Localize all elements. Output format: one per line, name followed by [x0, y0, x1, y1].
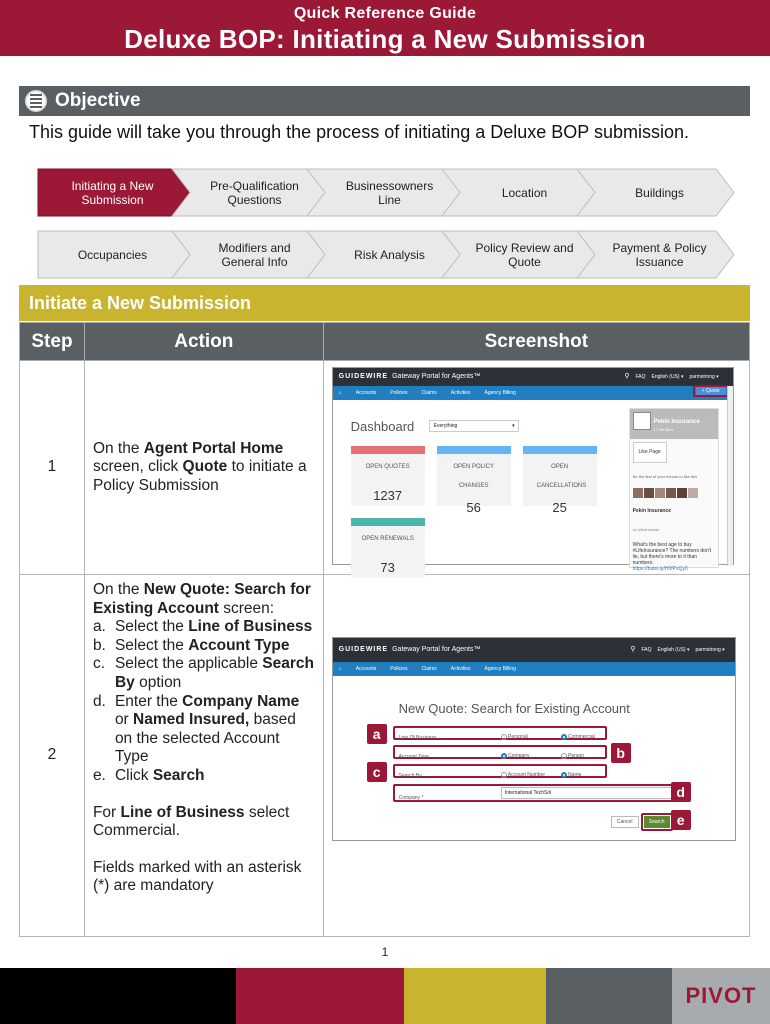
- lob-personal-radio[interactable]: [501, 728, 528, 747]
- brand-logo: GUIDEWIRE: [338, 645, 389, 653]
- tile-value: 73: [380, 559, 395, 575]
- action-emphasis: Agent Portal Home: [143, 439, 284, 457]
- company-input-value: International TechSol: [504, 790, 552, 796]
- list-marker: e.: [92, 766, 111, 784]
- social-likes: 17.5K likes: [653, 427, 674, 432]
- nav-agency-billing[interactable]: Agency Billing: [484, 665, 516, 672]
- list-text: Click: [114, 766, 153, 784]
- process-step-label: Modifiers and General Info: [218, 240, 291, 269]
- tile-value: 1237: [373, 487, 403, 503]
- list-item: [93, 655, 315, 692]
- process-step-label: Payment & Policy Issuance: [612, 240, 707, 269]
- process-step-label: Pre-Qualification Questions: [210, 178, 299, 207]
- list-text: Select the: [114, 618, 189, 636]
- nav-claims[interactable]: Claims: [421, 665, 437, 672]
- list-item: [93, 618, 315, 637]
- header-action: Action: [84, 323, 323, 361]
- brand-logo: GUIDEWIRE: [338, 372, 389, 380]
- step-number: 2: [20, 575, 85, 937]
- lob-note: [93, 804, 315, 841]
- callout-e: e: [671, 810, 691, 830]
- action-emphasis: New Quote: Search for Existing Account: [92, 581, 311, 617]
- list-marker: b.: [92, 636, 111, 654]
- list-emphasis: Named Insured,: [133, 711, 250, 729]
- nav-accounts[interactable]: Accounts: [355, 389, 377, 396]
- home-icon[interactable]: ⌂: [338, 389, 342, 396]
- search-name-radio[interactable]: [561, 766, 582, 785]
- chevron-down-icon: ▾: [512, 423, 515, 429]
- radio-label: Name: [568, 772, 582, 778]
- objective-text: This guide will take you through the process of initiating a Deluxe BOP submission.: [29, 122, 690, 142]
- nav-claims[interactable]: Claims: [421, 389, 437, 396]
- social-thumbs: [630, 488, 718, 498]
- list-icon: [25, 90, 47, 112]
- dashboard-title: Dashboard: [350, 419, 415, 434]
- header-subtitle: Quick Reference Guide: [293, 5, 477, 22]
- page-header: [0, 0, 770, 56]
- tile-label: OPEN RENEWALS: [361, 536, 414, 542]
- tile-label: OPEN QUOTES: [365, 464, 410, 470]
- cancel-button[interactable]: Cancel: [611, 816, 639, 828]
- new-quote-screenshot: [332, 637, 736, 841]
- search-by-label: Search By: [398, 773, 422, 779]
- list-emphasis: Company Name: [182, 692, 300, 710]
- footer-band-red: [236, 968, 404, 1024]
- tile-value: 25: [552, 500, 567, 516]
- process-step-businessowners-line: [307, 169, 464, 216]
- social-logo: [633, 412, 651, 430]
- nav-policies[interactable]: Policies: [390, 665, 408, 672]
- step-action: [84, 361, 323, 575]
- lob-commercial-radio[interactable]: [561, 728, 595, 747]
- footer-band-gray: [546, 968, 672, 1024]
- action-intro: [93, 581, 315, 618]
- tile-open-policy-changes[interactable]: [437, 446, 511, 516]
- header-title: Deluxe BOP: Initiating a New Submission: [124, 24, 646, 54]
- page-number: 1: [381, 945, 389, 959]
- list-text: based on the selected Account Type: [114, 711, 296, 766]
- new-quote-heading: New Quote: Search for Existing Account: [398, 701, 630, 716]
- callout-b: b: [611, 743, 631, 763]
- step-screenshot: [323, 361, 749, 575]
- language-select[interactable]: English (US) ▾: [651, 373, 684, 380]
- note-text: For: [92, 803, 121, 821]
- step-action: [84, 575, 323, 937]
- nav-accounts[interactable]: Accounts: [355, 665, 377, 672]
- tile-open-quotes[interactable]: [351, 446, 425, 506]
- process-step-policy-review-and-quote: [442, 231, 599, 278]
- social-name: Pekin Insurance: [653, 419, 700, 425]
- radio-label: Company: [508, 753, 530, 759]
- user-menu[interactable]: parmstrong ▾: [689, 373, 719, 380]
- page-footer: [0, 968, 770, 1024]
- nav-activities[interactable]: Activities: [450, 665, 471, 672]
- callout-a: a: [367, 724, 387, 744]
- list-text: or: [114, 711, 134, 729]
- nav-activities[interactable]: Activities: [450, 389, 471, 396]
- process-step-location: [442, 169, 599, 216]
- footer-band-black: [0, 968, 236, 1024]
- process-step-label: Occupancies: [77, 247, 148, 262]
- post-text: What's the best age to buy #LifeInsurance? The numbers don't lie, but there's more to it than numbers.: [632, 542, 712, 567]
- list-text: Select the applicable: [114, 655, 263, 673]
- account-company-radio[interactable]: [501, 747, 530, 766]
- filter-dropdown-value: Everything: [433, 423, 458, 429]
- quote-button[interactable]: + Quote: [696, 387, 726, 395]
- home-icon[interactable]: ⌂: [338, 665, 342, 672]
- action-text: to initiate a Policy Submission: [92, 458, 307, 494]
- list-item: [93, 767, 315, 786]
- filter-dropdown[interactable]: [429, 420, 519, 432]
- callout-d: d: [671, 782, 691, 802]
- header-step: Step: [20, 323, 85, 361]
- social-cover: [630, 409, 718, 439]
- company-label: Company *: [398, 795, 424, 801]
- list-emphasis: Search: [152, 766, 205, 784]
- language-select[interactable]: English (US) ▾: [657, 646, 690, 653]
- section-title: Initiate a New Submission: [19, 285, 750, 321]
- nav-agency-billing[interactable]: Agency Billing: [484, 389, 516, 396]
- faq-link[interactable]: FAQ: [635, 373, 646, 380]
- process-step-modifiers-and-general-info: [172, 231, 329, 278]
- process-step-payment-policy-issuance: [577, 231, 734, 278]
- steps-table: [19, 322, 750, 937]
- social-post: [630, 498, 718, 576]
- table-row: [20, 575, 750, 937]
- table-header-row: [20, 323, 750, 361]
- process-step-pre-qualification-questions: [172, 169, 329, 216]
- search-button[interactable]: Search: [644, 816, 670, 828]
- radio-label: Commercial: [568, 734, 595, 740]
- search-icon[interactable]: ⚲: [630, 645, 636, 653]
- post-link[interactable]: https://hubs.ly/H0fPsQy0: [632, 566, 688, 573]
- process-step-label: Location: [501, 185, 548, 200]
- note-emphasis: Line of Business: [120, 803, 245, 821]
- action-text: On the: [92, 581, 144, 598]
- action-text: On the: [92, 439, 144, 457]
- footer-band-gold: [404, 968, 546, 1024]
- portal-name: Gateway Portal for Agents™: [392, 372, 481, 380]
- callout-c: c: [367, 762, 387, 782]
- nav-policies[interactable]: Policies: [390, 389, 408, 396]
- note-text: select Commercial.: [92, 803, 290, 840]
- post-author: Pekin Insurance: [632, 508, 672, 515]
- list-item: [93, 693, 315, 767]
- action-emphasis: Quote: [182, 458, 228, 476]
- tile-open-renewals[interactable]: [351, 518, 425, 578]
- process-step-label: Initiating a New Submission: [71, 178, 154, 207]
- search-account-number-radio[interactable]: [501, 766, 545, 785]
- social-feed: [629, 408, 719, 573]
- step-screenshot: [323, 575, 749, 937]
- faq-link[interactable]: FAQ: [641, 646, 652, 653]
- portal-nav: [333, 386, 733, 400]
- objective-label: Objective: [55, 90, 141, 111]
- radio-label: Personal: [508, 734, 528, 740]
- list-emphasis: Account Type: [188, 636, 290, 654]
- action-text: screen:: [218, 599, 275, 617]
- process-step-risk-analysis: [307, 231, 464, 278]
- action-list: [93, 618, 315, 785]
- tile-open-cancellations[interactable]: [523, 446, 597, 516]
- list-text: option: [134, 673, 182, 691]
- search-icon[interactable]: ⚲: [624, 372, 630, 380]
- process-step-label: Risk Analysis: [354, 247, 425, 262]
- step-number: 1: [20, 361, 85, 575]
- lob-label: Line Of Business: [398, 735, 437, 741]
- portal-nav: [333, 662, 735, 676]
- account-type-label: Account Type: [398, 754, 429, 760]
- social-friends: Be the first of your friends to like this: [632, 473, 698, 479]
- objective-bar: [19, 86, 750, 116]
- tile-label: OPEN POLICY CHANGES: [453, 464, 494, 489]
- portal-name: Gateway Portal for Agents™: [392, 645, 481, 653]
- portal-home-screenshot: [332, 367, 734, 575]
- like-page-button[interactable]: Like Page: [633, 442, 667, 463]
- list-emphasis: Line of Business: [188, 618, 313, 636]
- account-person-radio[interactable]: [561, 747, 584, 766]
- list-text: Enter the: [114, 692, 183, 710]
- process-step-buildings: [577, 169, 734, 216]
- user-menu[interactable]: parmstrong ▾: [695, 646, 725, 653]
- list-marker: a.: [92, 618, 111, 636]
- process-step-label: Policy Review and Quote: [475, 240, 574, 269]
- radio-label: Person: [568, 753, 584, 759]
- header-screenshot: Screenshot: [323, 323, 749, 361]
- footer-band-logo: [672, 968, 770, 1024]
- post-time: on Wednesday: [632, 526, 660, 532]
- list-emphasis: Search By: [114, 655, 314, 691]
- mandatory-note: Fields marked with an asterisk (*) are mandatory: [92, 858, 302, 895]
- action-text: screen, click: [92, 458, 183, 476]
- radio-label: Account Number: [507, 772, 546, 778]
- list-marker: d.: [92, 692, 111, 710]
- list-marker: c.: [92, 655, 110, 673]
- portal-topbar: [333, 638, 735, 662]
- tile-value: 56: [466, 500, 481, 516]
- list-item: [93, 637, 315, 656]
- scrollbar[interactable]: [727, 386, 733, 566]
- list-text: Select the: [114, 636, 189, 654]
- table-row: [20, 361, 750, 575]
- company-input[interactable]: [501, 787, 683, 799]
- process-step-label: Buildings: [635, 185, 684, 200]
- process-step-label: Businessowners Line: [345, 178, 434, 207]
- pivot-logo: PIVOT: [685, 983, 757, 1008]
- tile-label: OPEN CANCELLATIONS: [536, 464, 587, 489]
